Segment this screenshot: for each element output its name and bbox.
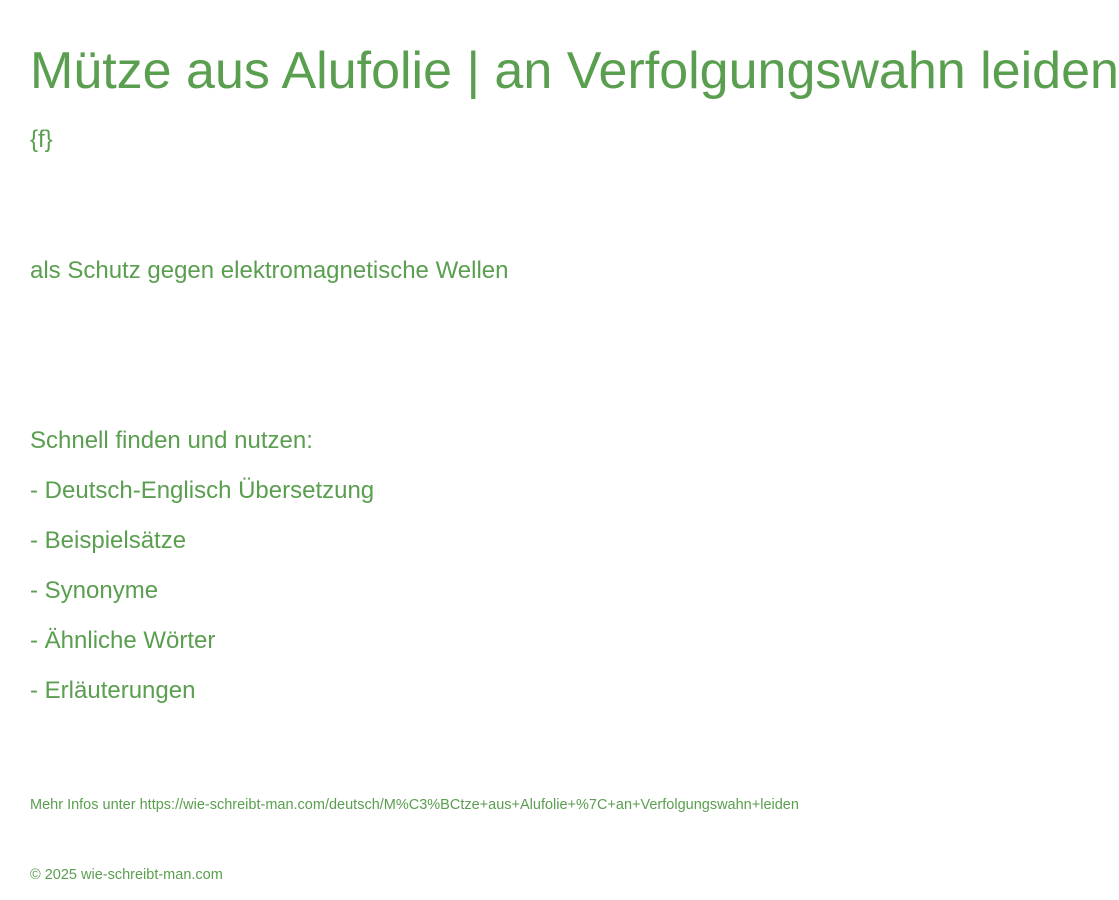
feature-item-explanations: - Erläuterungen <box>30 677 196 704</box>
definition-text: als Schutz gegen elektromagnetische Wellen <box>30 257 509 284</box>
more-info-link[interactable]: Mehr Infos unter https://wie-schreibt-man.com/deutsch/M%C3%BCtze+aus+Alufolie+%7C+an+Verfolgungswahn+leiden <box>30 797 799 813</box>
features-list <box>30 426 374 726</box>
page-title: Mütze aus Alufolie | an Verfolgungswahn leiden <box>30 42 1119 100</box>
features-items <box>30 476 374 726</box>
copyright-notice: © 2025 wie-schreibt-man.com <box>30 867 223 883</box>
gender-tag: {f} <box>30 126 53 153</box>
feature-item-similar-words: - Ähnliche Wörter <box>30 627 216 654</box>
feature-item-synonyms: - Synonyme <box>30 577 159 604</box>
feature-item-examples: - Beispielsätze <box>30 527 187 554</box>
features-heading: Schnell finden und nutzen: <box>30 427 313 454</box>
feature-item-translation: - Deutsch-Englisch Übersetzung <box>30 477 375 504</box>
